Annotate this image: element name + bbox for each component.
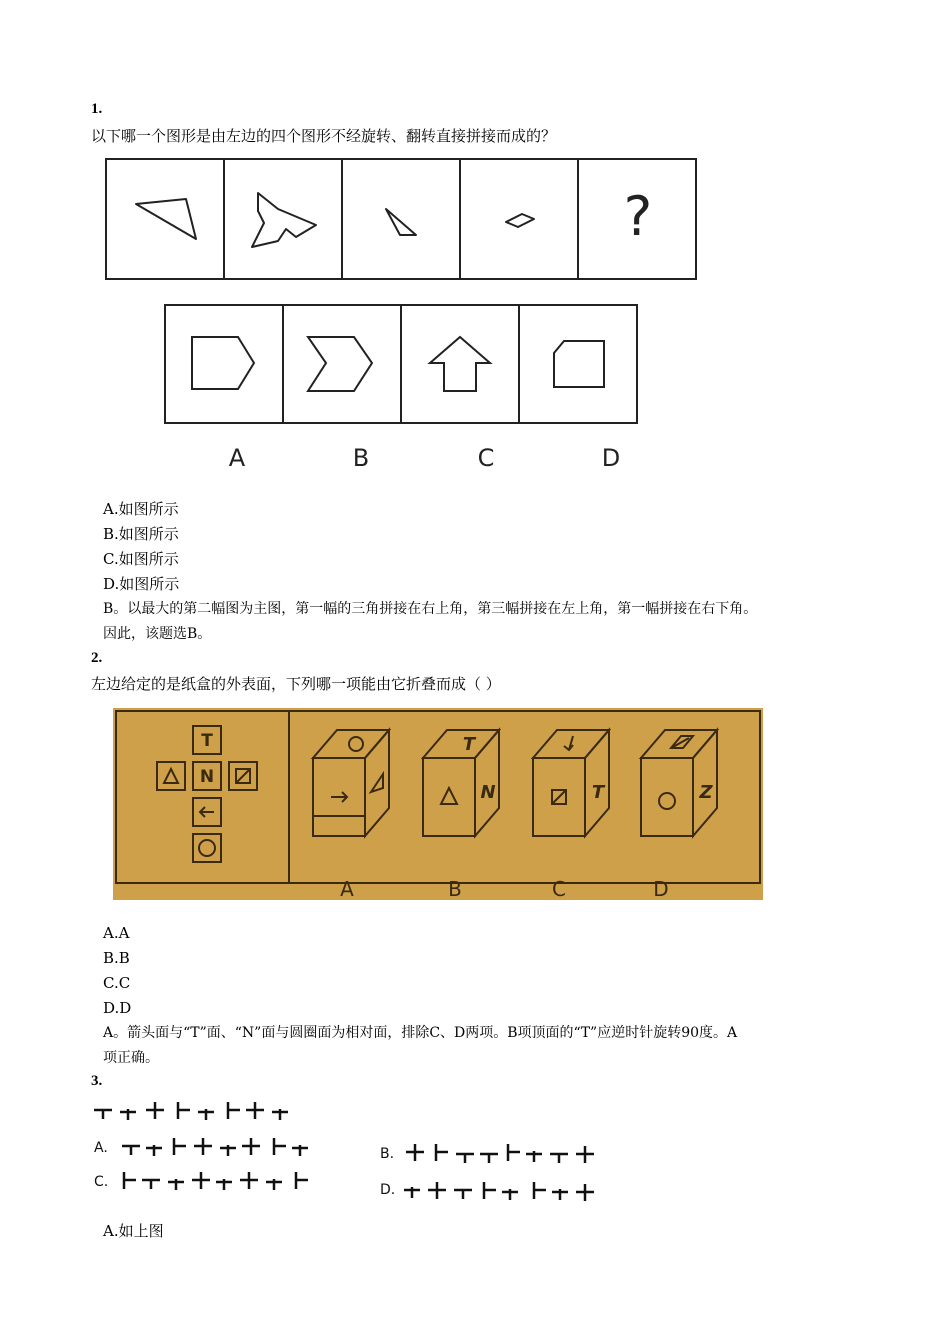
q2-option-b: B.B <box>103 949 130 967</box>
q2-option-c: C.C <box>103 974 131 992</box>
q3-option-b-sequence <box>406 1144 594 1163</box>
q1-top-row-frame <box>106 159 696 279</box>
q1-option-d: D.如图所示 <box>103 575 180 593</box>
q2-net-letter-n: N <box>199 767 215 787</box>
q2-explanation-line-2: 项正确。 <box>103 1050 159 1066</box>
q1-triangle-shape-3 <box>386 209 416 235</box>
q2-label-a: A <box>340 877 354 901</box>
q3-row-label-b: B. <box>380 1146 395 1162</box>
q1-option-a: A.如图所示 <box>103 500 179 518</box>
q1-question-mark: ? <box>623 185 653 248</box>
q1-parallelogram-shape-4 <box>506 214 534 227</box>
q1-label-d: D <box>601 444 621 472</box>
q3-option-a-sequence <box>122 1138 308 1156</box>
q3-option-a: A.如上图 <box>103 1222 164 1240</box>
q1-label-c: C <box>477 444 495 472</box>
q2-cube-d-side-letter: Z <box>699 782 713 803</box>
question-3-number: 3. <box>91 1073 103 1089</box>
q1-arrow-shape-2 <box>252 193 316 247</box>
q2-label-c: C <box>552 877 566 901</box>
q3-row-label-c: C. <box>94 1174 109 1190</box>
q1-triangle-shape-1 <box>136 199 196 239</box>
q1-option-c: C.如图所示 <box>103 550 179 568</box>
q3-row-label-a: A. <box>94 1140 108 1156</box>
q3-option-d-sequence <box>404 1182 594 1201</box>
q1-explanation-line-2: 因此，该题选B。 <box>103 626 212 642</box>
question-3-figure <box>90 1098 610 1213</box>
question-1-number: 1. <box>91 101 103 117</box>
q1-option-c-up-arrow <box>430 337 490 391</box>
question-2-figure <box>113 708 765 903</box>
q3-option-c-sequence <box>124 1172 308 1190</box>
q2-option-a: A.A <box>103 924 130 942</box>
q1-option-d-square <box>554 341 604 387</box>
q2-cube-b-top-letter: T <box>462 734 476 755</box>
question-1-figure <box>100 155 705 475</box>
q2-option-d: D.D <box>103 999 132 1017</box>
question-2-prompt: 左边给定的是纸盒的外表面，下列哪一项能由它折叠而成（ ） <box>91 675 501 693</box>
q1-option-b: B.如图所示 <box>103 525 179 543</box>
q3-question-sequence <box>94 1102 288 1120</box>
question-1-prompt: 以下哪一个图形是由左边的四个图形不经旋转、翻转直接拼接而成的？ <box>91 127 557 145</box>
q2-explanation-line-1: A。箭头面与“T”面、“N”面与圆圈面为相对面，排除C、D两项。B项顶面的“T”应逆时针旋转90度。A <box>103 1025 738 1041</box>
q2-label-d: D <box>653 877 669 901</box>
q3-row-label-d: D. <box>380 1182 396 1198</box>
q1-label-b: B <box>352 444 370 472</box>
q2-cube-b-side-letter: N <box>480 782 496 803</box>
q1-label-a: A <box>228 444 246 472</box>
q2-label-b: B <box>448 877 462 901</box>
q1-option-a-pentagon <box>192 337 254 389</box>
q2-net-letter-t: T <box>201 731 213 751</box>
q1-option-b-chevron <box>308 337 372 391</box>
question-2-number: 2. <box>91 650 103 666</box>
q2-cube-c-side-letter: T <box>591 782 605 803</box>
q1-explanation-line-1: B。以最大的第二幅图为主图，第一幅的三角拼接在右上角，第三幅拼接在左上角，第一幅拼接在右下角。 <box>103 601 758 617</box>
